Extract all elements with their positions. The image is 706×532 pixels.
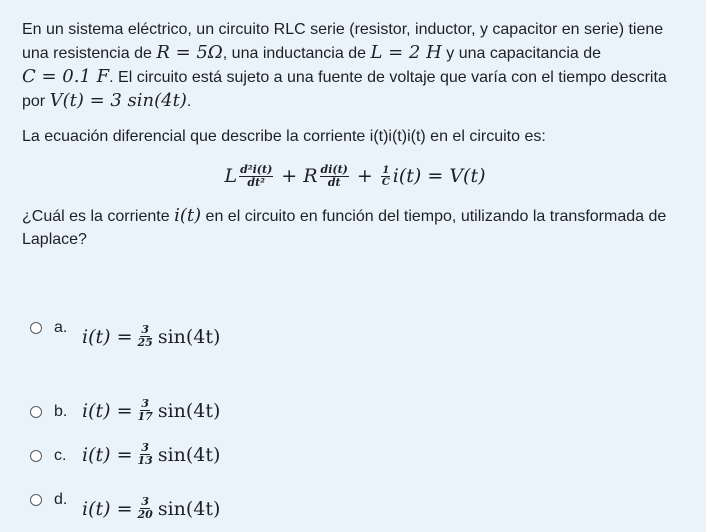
eq-R: R [303,165,318,187]
problem-statement [22,18,688,113]
fraction-denominator: 17 [137,410,153,423]
fraction-denominator: dt [327,175,341,189]
fraction-numerator: 3 [141,323,149,336]
option-lhs: i(t) = [82,443,133,466]
radio-button[interactable] [30,450,42,462]
voltage-math: V(t) = 3 sin(4t) [49,90,187,111]
option-letter: d. [54,491,68,508]
fraction-numerator: d²i(t) [240,162,273,176]
intro-text: . [186,93,192,110]
radio-button[interactable] [30,322,42,334]
option-function: sin(4t) [157,399,221,422]
eq-plus: + [356,165,373,187]
intro-text: una resistencia de [22,45,157,62]
fraction-denominator: 25 [137,336,153,349]
inductance-math: L = 2 H [370,42,442,63]
fraction-numerator: di(t) [320,162,348,176]
intro-text: , una inductancia de [222,45,371,62]
intro-text: . El circuito está sujeto a una fuente de voltaje que varía con el tiempo descrita [109,69,667,86]
option-a[interactable] [30,318,430,358]
inverse-capacitance-fraction [381,165,391,188]
option-lhs: i(t) = [82,497,133,520]
first-derivative-fraction [320,164,349,189]
question-text-part: ¿Cuál es la corriente [22,208,175,225]
question-text-part: en el circuito en función del tiempo, utilizando la transformada de [201,208,667,225]
option-fraction [137,324,154,349]
fraction-denominator: 20 [137,508,153,521]
equation-intro: La ecuación diferencial que describe la corriente i(t)i(t)i(t) en el circuito es: [22,128,546,145]
capacitance-math: C = 0.1 F [22,66,110,87]
resistance-math: R = 5Ω [156,42,223,63]
intro-text: y una capacitancia de [441,45,602,62]
eq-L: L [224,165,238,187]
eq-plus: + [281,165,298,187]
option-lhs: i(t) = [82,399,133,422]
option-d[interactable] [30,490,430,530]
current-math: i(t) [174,205,202,226]
option-fraction [137,442,154,467]
question-text [22,204,688,251]
second-derivative-fraction [239,164,273,189]
option-letter: b. [54,403,68,420]
option-formula [82,398,220,423]
fraction-numerator: 1 [382,164,390,176]
eq-rhs: i(t) = V(t) [392,165,486,187]
option-c[interactable] [30,441,430,486]
option-letter: c. [54,447,67,464]
option-function: sin(4t) [157,497,221,520]
radio-button[interactable] [30,494,42,506]
option-fraction [137,398,154,423]
radio-button[interactable] [30,406,42,418]
option-b[interactable] [30,397,430,442]
option-formula [82,324,220,349]
fraction-numerator: 3 [141,441,149,454]
fraction-numerator: 3 [141,397,149,410]
option-formula [82,496,220,521]
question-text-part: Laplace? [22,231,87,248]
option-function: sin(4t) [157,325,221,348]
option-lhs: i(t) = [82,325,133,348]
fraction-denominator: C [381,176,390,188]
option-fraction [137,496,154,521]
intro-line-1: En un sistema eléctrico, un circuito RLC serie (resistor, inductor, y capacitor en serie) tiene [22,21,664,38]
option-function: sin(4t) [157,443,221,466]
option-formula [82,442,220,467]
fraction-denominator: 13 [137,454,153,467]
intro-text: por [22,93,50,110]
fraction-denominator: dt² [247,175,265,189]
differential-equation [22,154,688,198]
option-letter: a. [54,319,68,336]
fraction-numerator: 3 [141,495,149,508]
